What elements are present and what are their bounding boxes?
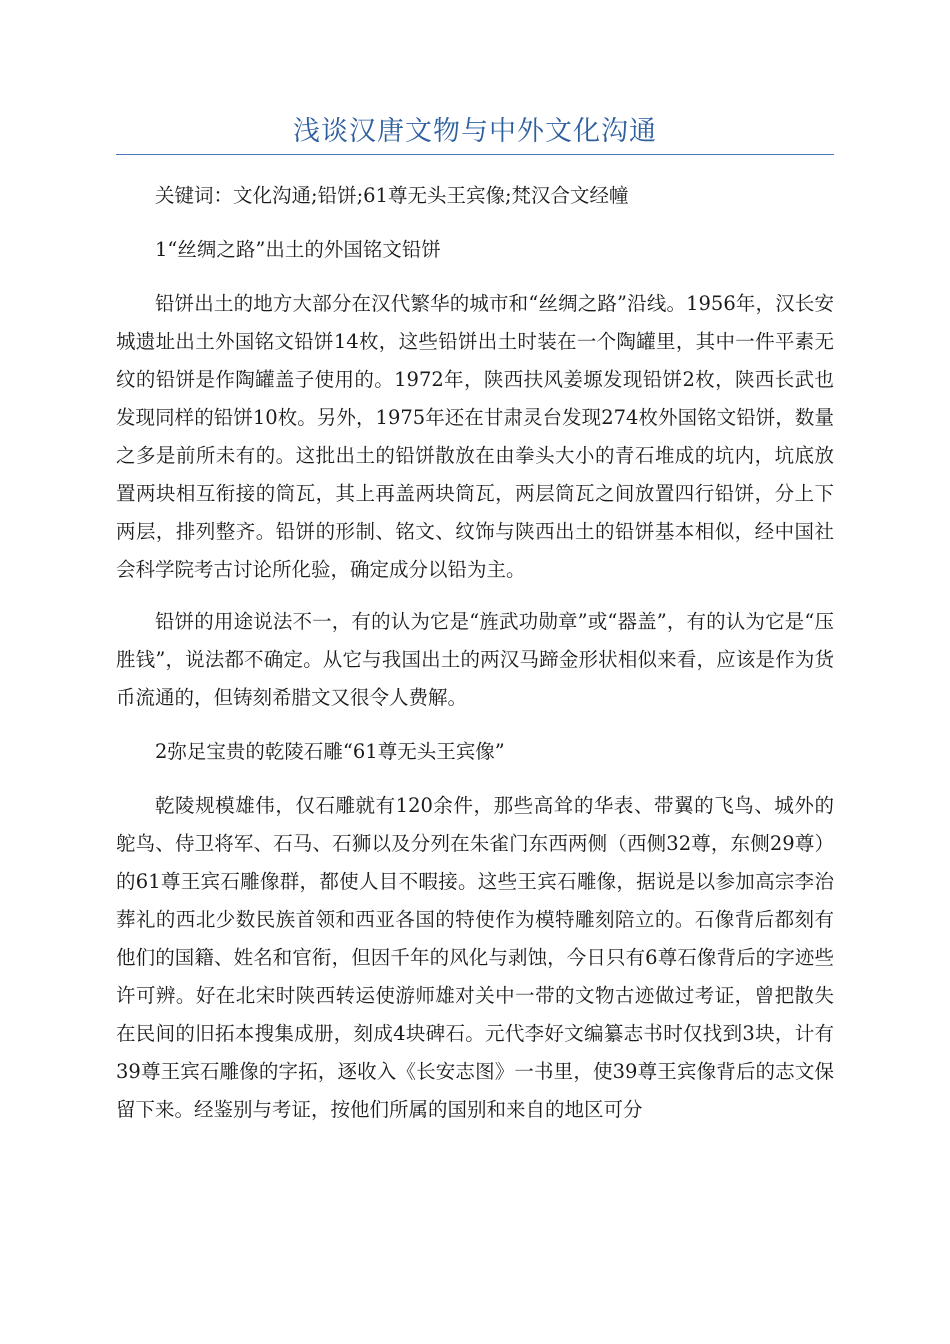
section-1-paragraph-1: 铅饼出土的地方大部分在汉代繁华的城市和“丝绸之路”沿线。1956年，汉长安城遗址出土外国铭文铅饼14枚，这些铅饼出土时装在一个陶罐里，其中一件平素无纹的铅饼是作陶罐盖子使用的。1972年，陕西扶风姜塬发现铅饼2枚，陕西长武也发现同样的铅饼10枚。另外，1975年还在甘肃灵台发现274枚外国铭文铅饼，数量之多是前所未有的。这批出土的铅饼散放在由拳头大小的青石堆成的坑内，坑底放置两块相互衔接的筒瓦，其上再盖两块筒瓦，两层筒瓦之间放置四行铅饼，分上下两层，排列整齐。铅饼的形制、铭文、纹饰与陕西出土的铅饼基本相似，经中国社会科学院考古讨论所化验，确定成分以铅为主。 xyxy=(116,292,834,581)
document-body xyxy=(116,177,834,1129)
section-heading-2: 2弥足宝贵的乾陵石雕“61尊无头王宾像” xyxy=(155,740,505,763)
title-underline xyxy=(116,154,834,155)
keywords-line: 关键词：文化沟通;铅饼;61尊无头王宾像;梵汉合文经幢 xyxy=(155,184,629,207)
section-1-paragraph-2: 铅饼的用途说法不一，有的认为它是“旌武功勋章”或“器盖”，有的认为它是“压胜钱”，说法都不确定。从它与我国出土的两汉马蹄金形状相似来看，应该是作为货币流通的，但铸刻希腊文又很令人费解。 xyxy=(116,610,834,709)
section-heading-1: 1“丝绸之路”出土的外国铭文铅饼 xyxy=(155,238,441,261)
section-2-paragraph-1: 乾陵规模雄伟，仅石雕就有120余件，那些高耸的华表、带翼的飞鸟、城外的鸵鸟、侍卫将军、石马、石狮以及分列在朱雀门东西两侧（西侧32尊，东侧29尊）的61尊王宾石雕像群，都使人目不暇接。这些王宾石雕像，据说是以参加高宗李治葬礼的西北少数民族首领和西亚各国的特使作为模特雕刻陪立的。石像背后都刻有他们的国籍、姓名和官衔，但因千年的风化与剥蚀，今日只有6尊石像背后的字迹些许可辨。好在北宋时陕西转运使游师雄对关中一带的文物古迹做过考证，曾把散失在民间的旧拓本搜集成册，刻成4块碑石。元代李好文编纂志书时仅找到3块，计有39尊王宾石雕像的字拓，逐收入《长安志图》一书里，使39尊王宾像背后的志文保留下来。经鉴别与考证，按他们所属的国别和来自的地区可分 xyxy=(116,794,834,1121)
document-title: 浅谈汉唐文物与中外文化沟通 xyxy=(293,116,657,147)
